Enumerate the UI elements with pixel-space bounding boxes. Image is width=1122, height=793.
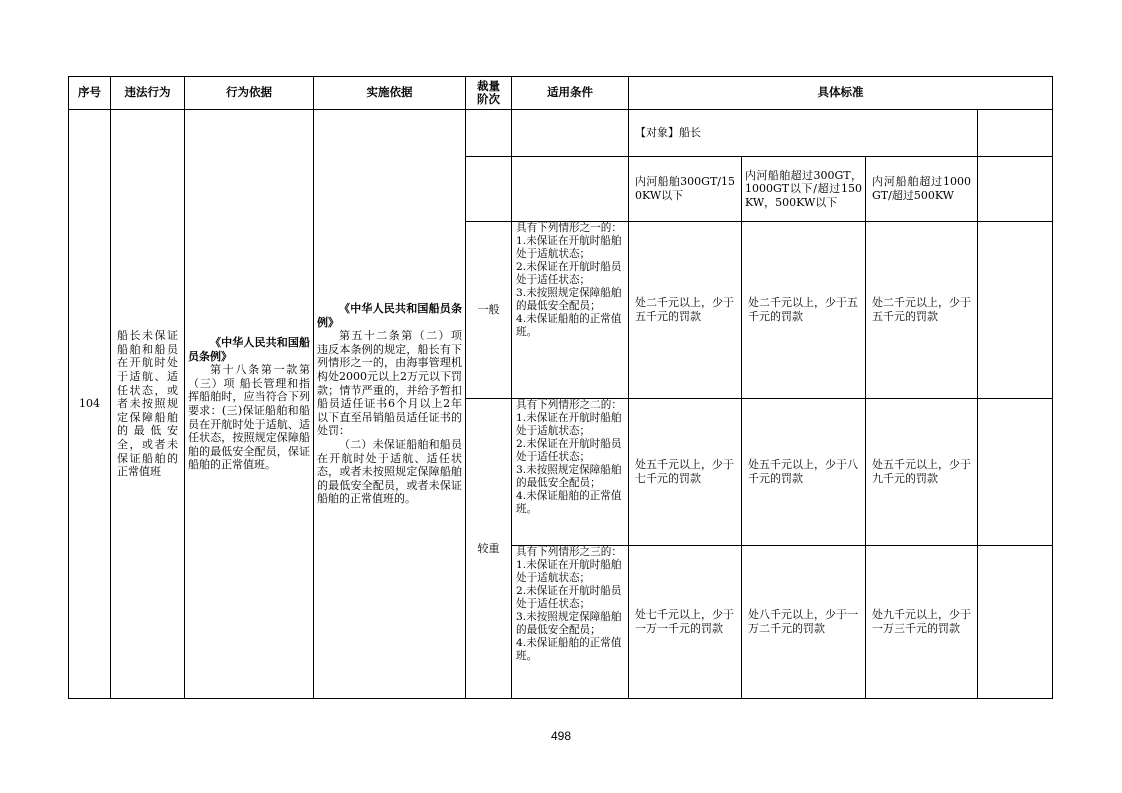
condition-intro: 具有下列情形之一的： (516, 222, 622, 234)
condition-item: 2.未保证在开航时船员处于适任状态； (516, 585, 622, 610)
header-basis: 行为依据 (185, 77, 314, 110)
seq-cell: 104 (69, 110, 111, 699)
condition-item: 4.未保证船舶的正常值班。 (516, 313, 622, 338)
violation-cell: 船长未保证船舶和船员在开航时处于适航、适任状态，或者未按照规定保障船舶的最低安全，或者未保证船舶的正常值班 (111, 110, 185, 699)
basis-title: 《中华人民共和国船员条例》 (188, 336, 310, 363)
page-number: 498 (550, 729, 572, 743)
object-row (69, 110, 1053, 157)
category-3: 内河船舶超过1000GT/超过500KW (866, 157, 978, 222)
penalty-r3c3: 处九千元以上，少于一万三千元的罚款 (866, 546, 978, 699)
header-row (69, 77, 1053, 110)
empty-extra-5 (978, 546, 1053, 699)
condition-item: 4.未保证船舶的正常值班。 (516, 490, 622, 515)
condition-item: 3.未按照规定保障船舶的最低安全配员； (516, 464, 622, 489)
header-seq: 序号 (69, 77, 111, 110)
impl-text-1: 第五十二条第（二）项 违反本条例的规定，船长有下列情形之一的，由海事管理机构处2000元以上2万元以下罚款；情节严重的，并给予暂扣船员适任证书6个月以上2年以下直至吊销船员适任证书的处罚： (317, 329, 462, 438)
condition-item: 3.未按照规定保障船舶的最低安全配员； (516, 287, 622, 312)
header-impl: 实施依据 (314, 77, 466, 110)
empty-extra-3 (978, 222, 1053, 399)
impl-cell (314, 110, 466, 699)
category-1: 内河船舶300GT/150KW以下 (629, 157, 742, 222)
category-2: 内河船舶超过300GT，1000GT以下/超过150KW，500KW以下 (742, 157, 866, 222)
penalty-r1c1: 处二千元以上，少于五千元的罚款 (629, 222, 742, 399)
condition-intro: 具有下列情形之二的： (516, 399, 622, 411)
condition-item: 4.未保证船舶的正常值班。 (516, 637, 622, 662)
basis-text: 第十八条第一款第（三）项 船长管理和指挥船舶时，应当符合下列要求：(三)保证船舶和船员在开航时处于适航、适任状态，按照规定保障船舶的最低安全配员，保证船舶的正常值班。 (188, 363, 310, 472)
penalty-r1c2: 处二千元以上，少于五千元的罚款 (742, 222, 866, 399)
level-general: 一般 (466, 222, 512, 399)
condition-item: 1.未保证在开航时船舶处于适航状态； (516, 412, 622, 437)
object-label: 【对象】船长 (629, 110, 978, 157)
basis-cell (185, 110, 314, 699)
condition-item: 2.未保证在开航时船员处于适任状态； (516, 438, 622, 463)
header-level: 裁量阶次 (466, 77, 512, 110)
header-violation: 违法行为 (111, 77, 185, 110)
condition-general (512, 222, 629, 399)
condition-item: 1.未保证在开航时船舶处于适航状态； (516, 559, 622, 584)
penalty-r3c2: 处八千元以上，少于一万二千元的罚款 (742, 546, 866, 699)
penalty-r2c1: 处五千元以上，少于七千元的罚款 (629, 399, 742, 546)
condition-serious-1 (512, 399, 629, 546)
condition-item: 1.未保证在开航时船舶处于适航状态； (516, 235, 622, 260)
impl-text-2: （二）未保证船舶和船员在开航时处于适航、适任状态，或者未按照规定保障船舶的最低安全配员，或者未保证船舶的正常值班的。 (317, 437, 462, 506)
empty-extra-1 (978, 110, 1053, 157)
empty-level-1 (466, 110, 512, 157)
condition-intro: 具有下列情形之三的： (516, 546, 622, 558)
condition-serious-2 (512, 546, 629, 699)
empty-level-2 (466, 157, 512, 222)
header-condition: 适用条件 (512, 77, 629, 110)
header-standard: 具体标准 (629, 77, 1053, 110)
level-serious: 较重 (466, 399, 512, 699)
penalty-r3c1: 处七千元以上，少于一万一千元的罚款 (629, 546, 742, 699)
penalty-r2c3: 处五千元以上，少于九千元的罚款 (866, 399, 978, 546)
empty-condition-2 (512, 157, 629, 222)
empty-extra-4 (978, 399, 1053, 546)
condition-item: 3.未按照规定保障船舶的最低安全配员； (516, 611, 622, 636)
empty-extra-2 (978, 157, 1053, 222)
empty-condition-1 (512, 110, 629, 157)
penalty-standard-table (68, 76, 1053, 699)
penalty-r2c2: 处五千元以上，少于八千元的罚款 (742, 399, 866, 546)
impl-title: 《中华人民共和国船员条例》 (317, 302, 462, 329)
condition-item: 2.未保证在开航时船员处于适任状态； (516, 261, 622, 286)
penalty-r1c3: 处二千元以上，少于五千元的罚款 (866, 222, 978, 399)
